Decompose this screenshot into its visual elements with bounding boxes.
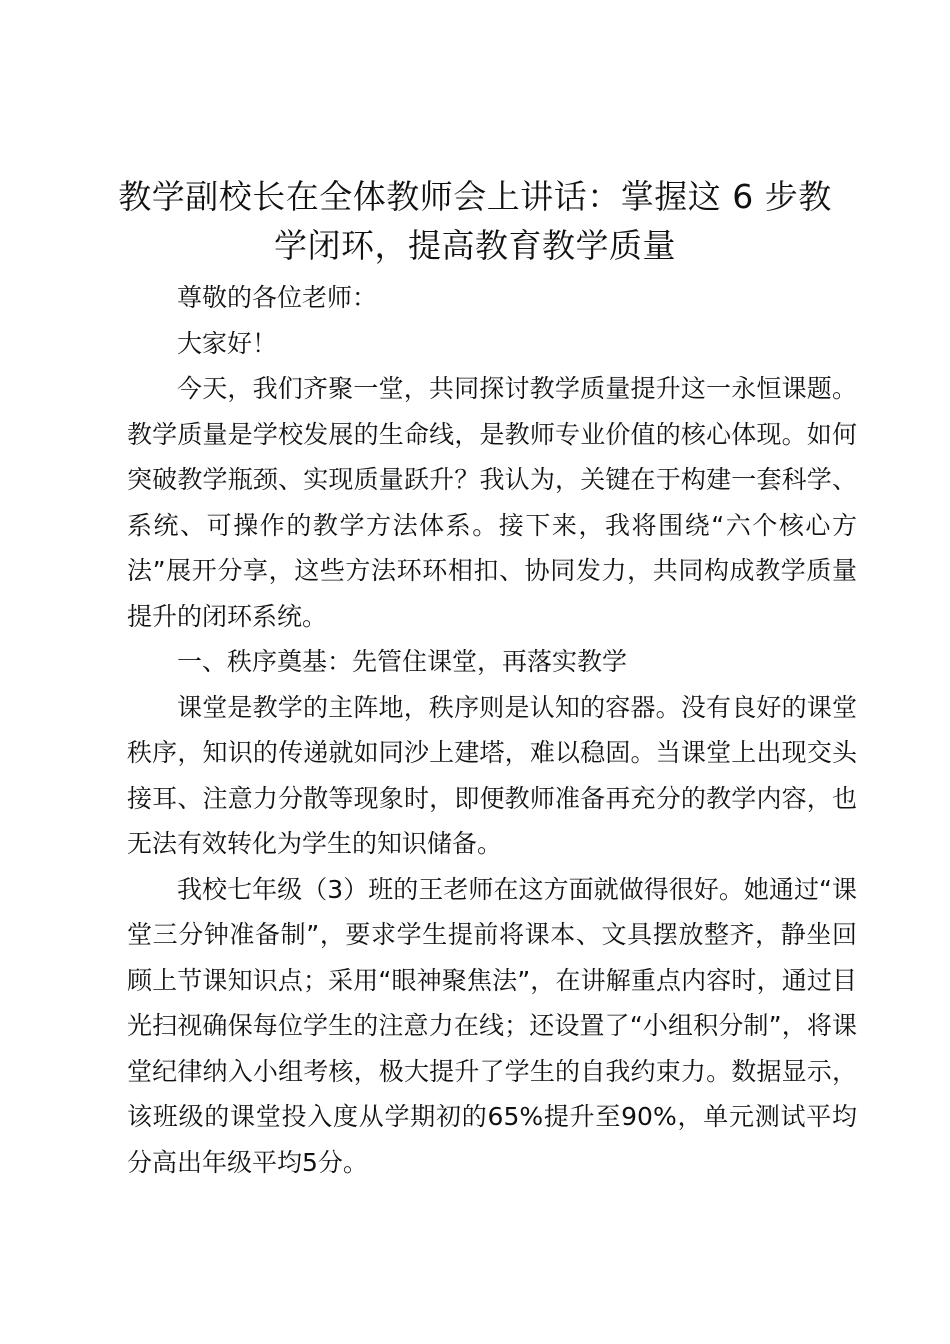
document-title: 教学副校长在全体教师会上讲话：掌握这 6 步教学闭环，提高教育教学质量	[118, 177, 832, 265]
section-heading: 一、秩序奠基：先管住课堂，再落实教学	[177, 647, 628, 676]
document-body	[127, 275, 857, 1185]
intro-paragraph: 今天，我们齐聚一堂，共同探讨教学质量提升这一永恒课题。教学质量是学校发展的生命线，是教师专业价值的核心体现。如何突破教学瓶颈、实现质量跃升？我认为，关键在于构建一套科学、系统、可操作的教学方法体系。接下来，我将围绕“六个核心方法”展开分享，这些方法环环相扣、协同发力，共同构成教学质量提升的闭环系统。	[127, 374, 857, 631]
salutation: 尊敬的各位老师：	[177, 283, 378, 312]
body-paragraph: 我校七年级（3）班的王老师在这方面就做得很好。她通过“课堂三分钟准备制”，要求学生提前将课本、文具摆放整齐，静坐回顾上节课知识点；采用“眼神聚焦法”，在讲解重点内容时，通过目光扫视确保每位学生的注意力在线；还设置了“小组积分制”，将课堂纪律纳入小组考核，极大提升了学生的自我约束力。数据显示，该班级的课堂投入度从学期初的65%提升至90%，单元测试平均分高出年级平均5分。	[127, 874, 857, 1177]
greeting: 大家好！	[177, 328, 278, 358]
body-paragraph: 课堂是教学的主阵地，秩序则是认知的容器。没有良好的课堂秩序，知识的传递就如同沙上建塔，难以稳固。当课堂上出现交头接耳、注意力分散等现象时，即便教师准备再充分的教学内容，也无法有效转化为学生的知识储备。	[127, 692, 857, 858]
